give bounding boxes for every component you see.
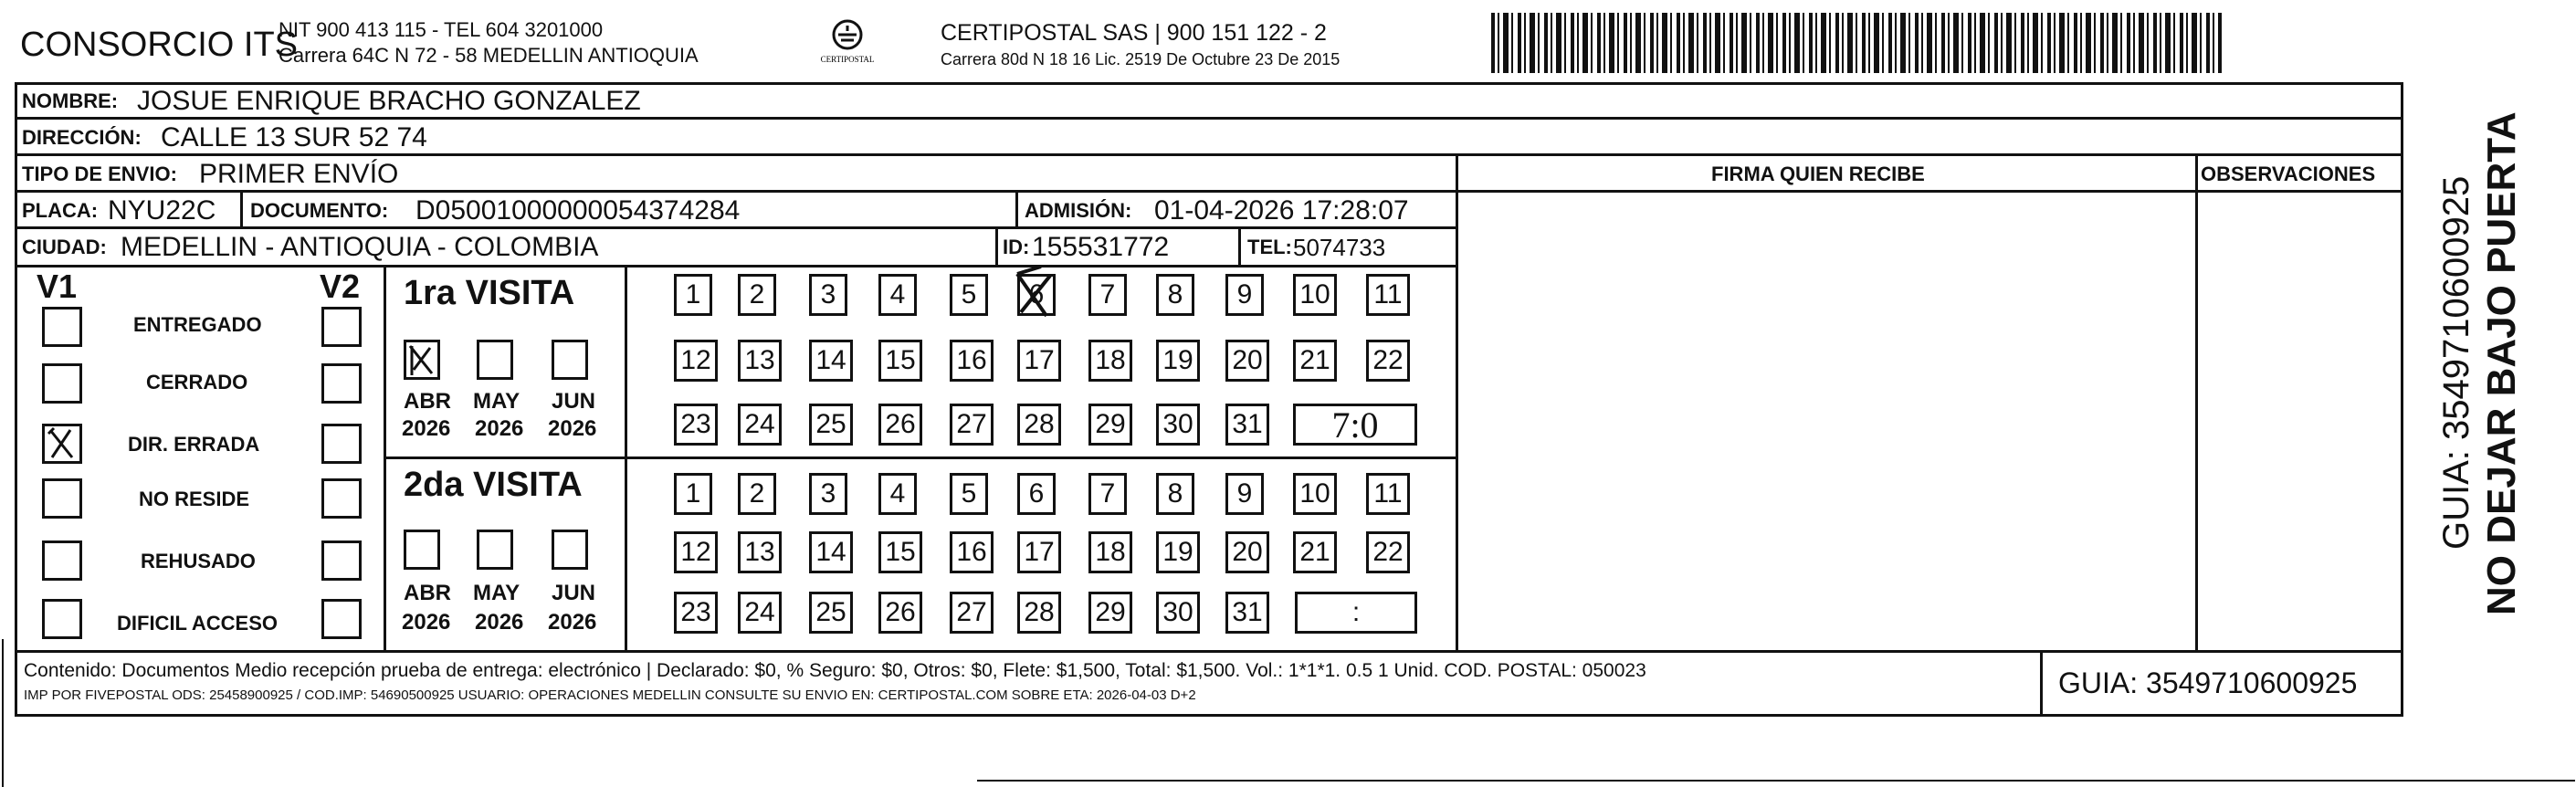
first-day-4[interactable]: 4 xyxy=(878,274,917,316)
first-day-19[interactable]: 19 xyxy=(1156,340,1200,382)
ciudad-label: CIUDAD: xyxy=(22,236,107,258)
second-day-23[interactable]: 23 xyxy=(674,592,718,634)
tel-value: 5074733 xyxy=(1293,234,1386,261)
company-name: CONSORCIO ITS xyxy=(20,26,299,64)
second-day-31[interactable]: 31 xyxy=(1225,592,1269,634)
second-day-5[interactable]: 5 xyxy=(950,473,988,515)
footer-guia: GUIA: 3549710600925 xyxy=(2058,666,2358,699)
first-day-1[interactable]: 1 xyxy=(674,274,712,316)
placa-value: NYU22C xyxy=(108,195,216,226)
placa-label: PLACA: xyxy=(22,199,99,222)
second-day-29[interactable]: 29 xyxy=(1088,592,1132,634)
v2-checkbox-dificil-acceso[interactable] xyxy=(321,599,362,639)
first-day-11[interactable]: 11 xyxy=(1366,274,1410,316)
second-day-17[interactable]: 17 xyxy=(1017,531,1061,573)
observaciones-label: OBSERVACIONES xyxy=(2201,163,2376,185)
first-day-9[interactable]: 9 xyxy=(1225,274,1264,316)
second-month-checkbox-abr[interactable] xyxy=(404,530,440,570)
first-month-may: MAY xyxy=(473,389,520,414)
first-day-15[interactable]: 15 xyxy=(878,340,922,382)
first-year-jun: 2026 xyxy=(548,416,597,441)
second-day-19[interactable]: 19 xyxy=(1156,531,1200,573)
first-day-22[interactable]: 22 xyxy=(1366,340,1410,382)
second-day-7[interactable]: 7 xyxy=(1088,473,1127,515)
second-day-12[interactable]: 12 xyxy=(674,531,718,573)
first-day-23[interactable]: 23 xyxy=(674,404,718,446)
first-day-29[interactable]: 29 xyxy=(1088,404,1132,446)
second-month-abr: ABR xyxy=(404,581,451,605)
second-day-8[interactable]: 8 xyxy=(1156,473,1194,515)
second-year-jun: 2026 xyxy=(548,610,597,635)
first-day-26[interactable]: 26 xyxy=(878,404,922,446)
status-label-rehusado: REHUSADO xyxy=(141,550,256,572)
documento-value: D05001000000054374284 xyxy=(415,195,741,226)
v1-checkbox-rehusado[interactable] xyxy=(42,540,82,581)
first-day-20[interactable]: 20 xyxy=(1225,340,1269,382)
documento-label: DOCUMENTO: xyxy=(250,199,389,222)
admision-label: ADMISIÓN: xyxy=(1025,199,1132,222)
first-day-5[interactable]: 5 xyxy=(950,274,988,316)
certipostal-logo xyxy=(811,16,884,69)
first-day-6[interactable]: 6 xyxy=(1017,274,1056,316)
ciudad-value: MEDELLIN - ANTIOQUIA - COLOMBIA xyxy=(121,232,599,262)
status-label-cerrado: CERRADO xyxy=(146,371,248,394)
carrier-address: Carrera 80d N 18 16 Lic. 2519 De Octubre 23 De 2015 xyxy=(941,50,1341,68)
second-month-may: MAY xyxy=(473,581,520,605)
first-day-7[interactable]: 7 xyxy=(1088,274,1127,316)
second-day-13[interactable]: 13 xyxy=(738,531,782,573)
status-label-dificil-acceso: DIFICIL ACCESO xyxy=(117,612,279,635)
check-mark-icon xyxy=(406,342,437,377)
first-month-checkbox-jun[interactable] xyxy=(552,340,588,380)
first-year-may: 2026 xyxy=(475,416,524,441)
first-day-24[interactable]: 24 xyxy=(738,404,782,446)
v2-checkbox-dir-errada[interactable] xyxy=(321,424,362,464)
first-day-28[interactable]: 28 xyxy=(1017,404,1061,446)
barcode xyxy=(1491,13,2222,73)
first-day-30[interactable]: 30 xyxy=(1156,404,1200,446)
first-month-abr: ABR xyxy=(404,389,451,414)
first-day-3[interactable]: 3 xyxy=(809,274,847,316)
first-day-12[interactable]: 12 xyxy=(674,340,718,382)
first-year-abr: 2026 xyxy=(402,416,451,441)
first-day-21[interactable]: 21 xyxy=(1293,340,1337,382)
second-month-checkbox-jun[interactable] xyxy=(552,530,588,570)
v1-checkbox-no-reside[interactable] xyxy=(42,478,82,519)
second-day-22[interactable]: 22 xyxy=(1366,531,1410,573)
second-day-25[interactable]: 25 xyxy=(809,592,853,634)
v1-checkbox-dificil-acceso[interactable] xyxy=(42,599,82,639)
second-time-field[interactable]: : xyxy=(1295,592,1417,634)
firma-label: FIRMA QUIEN RECIBE xyxy=(1711,163,1925,185)
nombre-label: NOMBRE: xyxy=(22,89,119,112)
first-day-25[interactable]: 25 xyxy=(809,404,853,446)
status-label-no-reside: NO RESIDE xyxy=(139,488,250,510)
tel-label: TEL: xyxy=(1247,236,1292,258)
imp-text: IMP POR FIVEPOSTAL ODS: 25458900925 / COD.IMP: 54690500925 USUARIO: OPERACIONES MEDELLIN CONSULTE SU ENVIO EN: CERTIPOSTAL.COM SOBRE ETA: 2026-04-03 D+2 xyxy=(24,687,1196,703)
second-day-30[interactable]: 30 xyxy=(1156,592,1200,634)
second-day-14[interactable]: 14 xyxy=(809,531,853,573)
side-guia: GUIA: 3549710600925 xyxy=(2436,175,2476,550)
second-visit-title: 2da VISITA xyxy=(404,466,583,504)
tipo-envio-value: PRIMER ENVÍO xyxy=(199,159,399,189)
second-day-1[interactable]: 1 xyxy=(674,473,712,515)
v1-label: V1 xyxy=(37,268,78,305)
second-day-20[interactable]: 20 xyxy=(1225,531,1269,573)
first-month-checkbox-abr[interactable] xyxy=(404,340,440,380)
first-month-jun: JUN xyxy=(552,389,596,414)
second-day-10[interactable]: 10 xyxy=(1293,473,1337,515)
second-day-15[interactable]: 15 xyxy=(878,531,922,573)
check-mark-icon xyxy=(45,426,79,461)
second-day-26[interactable]: 26 xyxy=(878,592,922,634)
status-label-dir-errada: DIR. ERRADA xyxy=(128,433,260,456)
v2-checkbox-no-reside[interactable] xyxy=(321,478,362,519)
admision-value: 01-04-2026 17:28:07 xyxy=(1154,195,1409,226)
second-day-2[interactable]: 2 xyxy=(738,473,776,515)
status-label-entregado: ENTREGADO xyxy=(133,313,262,336)
v1-checkbox-entregado[interactable] xyxy=(42,307,82,347)
second-month-checkbox-may[interactable] xyxy=(477,530,513,570)
second-day-18[interactable]: 18 xyxy=(1088,531,1132,573)
second-day-21[interactable]: 21 xyxy=(1293,531,1337,573)
id-label: ID: xyxy=(1003,236,1030,258)
second-day-16[interactable]: 16 xyxy=(950,531,994,573)
carrier-name: CERTIPOSTAL SAS | 900 151 122 - 2 xyxy=(941,20,1327,46)
logo-text: CERTIPOSTAL xyxy=(820,55,875,64)
second-day-6[interactable]: 6 xyxy=(1017,473,1056,515)
first-day-27[interactable]: 27 xyxy=(950,404,994,446)
second-day-11[interactable]: 11 xyxy=(1366,473,1410,515)
first-day-14[interactable]: 14 xyxy=(809,340,853,382)
direccion-label: DIRECCIÓN: xyxy=(22,126,142,149)
second-year-abr: 2026 xyxy=(402,610,451,635)
first-day-8[interactable]: 8 xyxy=(1156,274,1194,316)
second-day-28[interactable]: 28 xyxy=(1017,592,1061,634)
nombre-value: JOSUE ENRIQUE BRACHO GONZALEZ xyxy=(137,86,641,116)
v1-checkbox-dir-errada[interactable] xyxy=(42,424,82,464)
first-month-checkbox-may[interactable] xyxy=(477,340,513,380)
side-notice: NO DEJAR BAJO PUERTA xyxy=(2479,111,2524,615)
second-year-may: 2026 xyxy=(475,610,524,635)
v1-checkbox-cerrado[interactable] xyxy=(42,363,82,404)
first-day-16[interactable]: 16 xyxy=(950,340,994,382)
contenido-text: Contenido: Documentos Medio recepción prueba de entrega: electrónico | Declarado: $0, % Seguro: $0, Otros: $0, Flete: $1,500, Total: $1,500. Vol.: 1*1*1. 0.5 1 Unid. COD. POSTAL: 050023 xyxy=(24,660,1646,681)
v2-checkbox-entregado[interactable] xyxy=(321,307,362,347)
company-nit: NIT 900 413 115 - TEL 604 3201000 xyxy=(279,18,604,41)
first-time-field[interactable]: 7:0 xyxy=(1293,404,1417,446)
day-mark-icon xyxy=(1004,263,1063,323)
first-day-10[interactable]: 10 xyxy=(1293,274,1337,316)
v2-checkbox-cerrado[interactable] xyxy=(321,363,362,404)
v2-checkbox-rehusado[interactable] xyxy=(321,540,362,581)
first-day-13[interactable]: 13 xyxy=(738,340,782,382)
direccion-value: CALLE 13 SUR 52 74 xyxy=(161,122,427,152)
second-day-4[interactable]: 4 xyxy=(878,473,917,515)
second-day-9[interactable]: 9 xyxy=(1225,473,1264,515)
first-visit-title: 1ra VISITA xyxy=(404,274,575,312)
first-day-18[interactable]: 18 xyxy=(1088,340,1132,382)
second-month-jun: JUN xyxy=(552,581,596,605)
id-value: 155531772 xyxy=(1032,232,1170,262)
second-day-27[interactable]: 27 xyxy=(950,592,994,634)
company-address: Carrera 64C N 72 - 58 MEDELLIN ANTIOQUIA xyxy=(279,44,699,67)
first-day-31[interactable]: 31 xyxy=(1225,404,1269,446)
tipo-envio-label: TIPO DE ENVIO: xyxy=(22,163,177,185)
second-day-24[interactable]: 24 xyxy=(738,592,782,634)
first-day-2[interactable]: 2 xyxy=(738,274,776,316)
first-day-17[interactable]: 17 xyxy=(1017,340,1061,382)
second-day-3[interactable]: 3 xyxy=(809,473,847,515)
v2-label: V2 xyxy=(320,268,361,305)
